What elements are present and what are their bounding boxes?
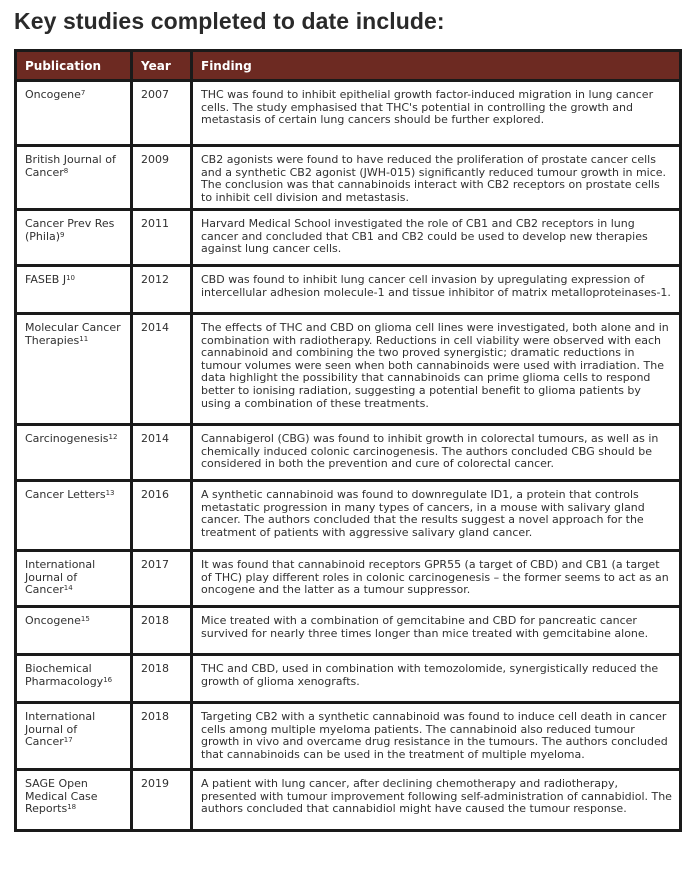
year-cell: 2018: [133, 704, 190, 768]
reference-number: 10: [66, 274, 75, 282]
finding-cell: CBD was found to inhibit lung cancer cell invasion by upregulating expression of intercellular adhesion molecule-1 and tissue inhibitor of matrix metalloproteinases-1.: [193, 267, 679, 312]
table-row: [17, 82, 679, 144]
reference-number: 17: [63, 736, 73, 745]
publication-cell: [17, 315, 130, 423]
reference-number: 9: [60, 230, 65, 239]
year-cell: 2017: [133, 552, 190, 605]
year-cell: 2007: [133, 82, 190, 144]
publication-cell: [17, 267, 130, 312]
finding-cell: Targeting CB2 with a synthetic cannabinoid was found to induce cell death in cancer cells among multiple myeloma patients. The cannabinoid also reduced tumour growth in vivo and overcame drug resistance in the tumours. The authors concluded that cannabinoids can be used in the treatment of multiple myeloma.: [193, 704, 679, 768]
studies-table: [14, 49, 682, 832]
publication-name: Carcinogenesis: [25, 432, 109, 445]
publication-cell: [17, 704, 130, 768]
table-row: [17, 656, 679, 701]
publication-cell: [17, 771, 130, 829]
finding-cell: THC and CBD, used in combination with temozolomide, synergistically reduced the growth of glioma xenografts.: [193, 656, 679, 701]
year-cell: 2014: [133, 315, 190, 423]
year-cell: 2012: [133, 267, 190, 312]
publication-cell: [17, 82, 130, 144]
header-finding: Finding: [193, 52, 679, 79]
reference-number: 8: [63, 166, 69, 175]
reference-number: 13: [105, 489, 115, 497]
year-cell: 2009: [133, 147, 190, 208]
year-cell: 2018: [133, 656, 190, 701]
publication-name: FASEB J: [25, 273, 67, 286]
header-year: Year: [133, 52, 190, 79]
finding-cell: A patient with lung cancer, after declining chemotherapy and radiotherapy, presented with tumour improvement following self-administration of cannabidiol. The authors concluded that cannabidiol might have caused the tumour response.: [193, 771, 679, 829]
publication-name: SAGE Open Medical Case Reports: [25, 777, 98, 816]
table-row: [17, 211, 679, 264]
finding-cell: Cannabigerol (CBG) was found to inhibit growth in colorectal tumours, as well as in chemically induced colonic carcinogenesis. The authors concluded CBG should be considered in both the prevention and cure of colorectal cancer.: [193, 426, 679, 479]
table-row: [17, 771, 679, 829]
reference-number: 11: [79, 334, 89, 343]
finding-cell: It was found that cannabinoid receptors GPR55 (a target of CBD) and CB1 (a target of THC) play different roles in colonic carcinogenesis – the former seems to act as an oncogene and the latter as a tumour suppressor.: [193, 552, 679, 605]
reference-number: 16: [103, 675, 113, 684]
publication-cell: [17, 656, 130, 701]
publication-cell: [17, 482, 130, 549]
table-row: [17, 147, 679, 208]
header-publication: Publication: [17, 52, 130, 79]
publication-name: International Journal of Cancer: [25, 710, 96, 749]
reference-number: 18: [67, 803, 77, 812]
reference-number: 14: [63, 584, 73, 593]
publication-name: International Journal of Cancer: [25, 558, 96, 597]
reference-number: 12: [108, 433, 118, 441]
publication-cell: [17, 211, 130, 264]
table-header-row: [17, 52, 679, 79]
table-row: [17, 552, 679, 605]
year-cell: 2016: [133, 482, 190, 549]
finding-cell: Harvard Medical School investigated the role of CB1 and CB2 receptors in lung cancer and concluded that CB1 and CB2 could be used to develop new therapies against lung cancer cells.: [193, 211, 679, 264]
publication-cell: [17, 552, 130, 605]
page-title: Key studies completed to date include:: [14, 8, 445, 34]
publication-name: Oncogene: [25, 88, 81, 101]
publication-name: Cancer Letters: [25, 488, 106, 501]
publication-name: Cancer Prev Res (Phila): [25, 217, 115, 243]
year-cell: 2011: [133, 211, 190, 264]
publication-name: Oncogene: [25, 614, 81, 627]
publication-cell: [17, 147, 130, 208]
table-row: [17, 482, 679, 549]
reference-number: 7: [80, 89, 86, 97]
finding-cell: The effects of THC and CBD on glioma cell lines were investigated, both alone and in combination with radiotherapy. Reductions in cell viability were observed with each cannabinoid and combining the two proved synergistic; dramatic reductions in tumour volumes were seen when both cannabinoids were used with irradiation. The data highlight the possibility that cannabinoids can prime glioma cells to respond better to ionising radiation, suggesting a potential benefit to glioma patients by using a combination of these treatments.: [193, 315, 679, 423]
table-row: [17, 267, 679, 312]
publication-cell: [17, 426, 130, 479]
finding-cell: A synthetic cannabinoid was found to downregulate ID1, a protein that controls metastatic progression in many types of cancers, in a mouse with salivary gland cancer. The authors concluded that the results suggest a novel approach for the treatment of patients with aggressive salivary gland cancer.: [193, 482, 679, 549]
finding-cell: THC was found to inhibit epithelial growth factor-induced migration in lung cancer cells. The study emphasised that THC's potential in controlling the growth and metastasis of certain lung cancers should be further explored.: [193, 82, 679, 144]
table-row: [17, 608, 679, 653]
year-cell: 2014: [133, 426, 190, 479]
publication-name: Biochemical Pharmacology: [25, 662, 104, 688]
publication-cell: [17, 608, 130, 653]
table-row: [17, 704, 679, 768]
year-cell: 2019: [133, 771, 190, 829]
table-row: [17, 426, 679, 479]
reference-number: 15: [80, 615, 90, 623]
finding-cell: Mice treated with a combination of gemcitabine and CBD for pancreatic cancer survived for nearly three times longer than mice treated with gemcitabine alone.: [193, 608, 679, 653]
publication-name: Molecular Cancer Therapies: [25, 321, 121, 347]
year-cell: 2018: [133, 608, 190, 653]
publication-name: British Journal of Cancer: [25, 153, 116, 179]
finding-cell: CB2 agonists were found to have reduced the proliferation of prostate cancer cells and a synthetic CB2 agonist (JWH-015) significantly reduced tumour growth in mice. The conclusion was that cannabinoids interact with CB2 receptors on prostate cells to inhibit cell division and metastasis.: [193, 147, 679, 208]
table-row: [17, 315, 679, 423]
